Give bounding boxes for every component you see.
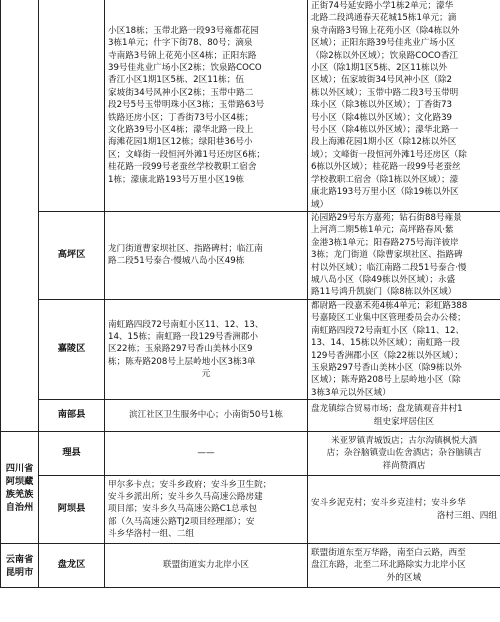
text-line: 洛村三组、四组 (436, 510, 497, 521)
district-cell: 高坪区 (39, 211, 105, 299)
text-line: 文化路39号小区4栋；濛华北路一段上 (108, 125, 254, 136)
text-line: 泉寺南路3号锦上花苑小区（除4栋以外 (311, 25, 460, 36)
text-line: 安斗乡派出所；安斗乡久马高速公路房建 (108, 492, 263, 503)
province-cell (1, 0, 39, 432)
text-line: 沁园路29号东方嘉苑；钻石街88号雍景 (311, 212, 462, 223)
text-line: 安斗乡泥克村；安斗乡克洼村；安斗乡华 (311, 498, 466, 509)
text-line: 栋；陈寿路208号上层岭地小区3栋3单 (108, 356, 256, 367)
province-cell (1, 432, 39, 544)
text-line: 13、14、15栋以外区域）；南虹路一段 (311, 338, 460, 349)
table-row (1, 0, 500, 211)
text-line: 1栋；濛康北路193号万里小区19栋 (108, 174, 244, 185)
text-line: 南虹路四段72号南虹小区（除11、12、 (311, 325, 465, 336)
text-line: 段2号5号玉带明珠小区3栋；玉带路63号 (108, 100, 265, 111)
text-line: 自治州 (5, 501, 34, 513)
text-line: 组史家坪居住区 (373, 416, 435, 427)
text-line: 域） (311, 199, 329, 210)
text-line: 南虹路四段72号南虹小区11、12、13、 (108, 319, 264, 330)
text-line: 联盟街道东至万华路，南至白云路，西至 (311, 548, 466, 559)
text-line: 祥尚赞酒店 (382, 460, 426, 471)
text-line: 四川省 (5, 462, 34, 474)
text-line: 昆明市 (5, 566, 34, 578)
text-line: 珠小区（除3栋以外区域）；丁香街73 (311, 100, 453, 111)
text-line: 元 (201, 369, 211, 380)
text-line: 学校教职工宿舍（除1栋以外区域）；濛 (311, 174, 459, 185)
text-line: 铁路还房小区；丁香街73号小区4栋； (108, 112, 254, 123)
province-cell (1, 544, 39, 588)
high-risk-cell (105, 299, 308, 399)
high-risk-cell (105, 432, 308, 476)
text-line: 外的区域 (386, 572, 422, 583)
text-line: 区域）；正阳东路39号佳兆业广场小区 (311, 38, 456, 49)
text-line: 3栋1单元；什字下街78、80号；滴泉 (108, 38, 253, 49)
text-line: 129号香洲郡小区（除22栋以外区域）； (311, 350, 463, 361)
text-line: 海滩花园1期1区12栋；绿阳巷36号小 (108, 137, 253, 148)
text-line: 金港3栋1单元；阳春路275号海洋彼岸 (311, 237, 459, 248)
text-line: 龙门街道曹家坝社区、指路碑村；临江南 (108, 244, 263, 254)
text-line: 区域）；陈寿路208号上层岭地小区（除 (311, 375, 461, 386)
high-risk-cell (105, 0, 308, 211)
district-cell: 嘉陵区 (39, 299, 105, 399)
text-line: 寺南路3号锦上花苑小区4栋；正阳东路 (108, 50, 257, 61)
text-line: 区；文峰街一段恒河外滩1号还房区6栋； (108, 149, 266, 160)
district-cell: 南部县 (39, 400, 105, 432)
district-cell: 理县 (39, 432, 105, 476)
table-row (1, 544, 500, 588)
text-line: 路11号鸿升凯旋门（除8栋以外区域） (311, 287, 457, 298)
text-line: 正街74号延安路小学1栋2单元；濛华 (311, 1, 454, 11)
text-line: 米亚罗镇青城饭店；古尔沟镇枫悦大酒 (330, 436, 478, 447)
text-line: 3栋3单元以外区域） (311, 387, 391, 398)
medium-risk-cell (308, 544, 500, 588)
text-line: 玉泉路297号香山美林小区（除9栋以外 (311, 362, 462, 373)
text-line: 39号佳兆业广场小区2栋；饮泉路COCO (108, 63, 262, 74)
text-line: 14、15栋；南虹路一段129号香洲郡小 (108, 331, 258, 342)
text-line: 桂花路一段99号老蚕丝学校教职工宿舍 (108, 162, 257, 173)
high-risk-cell (105, 544, 308, 588)
medium-risk-cell (308, 211, 500, 299)
text-line: 号小区（除4栋以外区域）；濛华北路一 (311, 125, 459, 136)
high-risk-cell (105, 211, 308, 299)
table-row (1, 476, 500, 544)
text-line: 区域）；伍家坡街34号风神小区（除2 (311, 75, 453, 86)
district-cell: 盘龙区 (39, 544, 105, 588)
text-line: 域）；文峰街一段恒河外滩1号还房区（除 (311, 149, 467, 160)
text-line: 城八岛小区（除49栋以外区域）；永盛 (311, 275, 456, 286)
medium-risk-cell (308, 400, 500, 432)
table-row (1, 211, 500, 299)
text-line: 小区（除1期1区5栋、2区11栋以外 (311, 63, 447, 74)
medium-risk-cell (308, 299, 500, 399)
text-line: 号嘉陵区工业集中区管理委员会办公楼； (311, 313, 466, 324)
text-line: 部（久马高速公路TJ2项目经理部）；安 (108, 516, 255, 527)
district-cell (39, 0, 105, 211)
text-line: 滨江社区卫生服务中心；小南街50号1栋 (129, 410, 283, 421)
text-line: 家坡街34号风神小区2栋；玉带中路二 (108, 87, 254, 98)
text-line: 族羌族 (5, 488, 34, 500)
text-line: 阿坝藏 (5, 475, 34, 487)
text-line: 路二段51号泰合·慢城八岛小区49栋 (108, 256, 245, 267)
text-line: 北路二段鸿通春天花城15栋1单元；滴 (311, 13, 457, 24)
text-line: 店；杂谷脑镇壹山佐舍酒店；杂谷脑镇吉 (326, 448, 482, 459)
text-line: （除2栋以外区域）；饮泉路COCO香江 (311, 50, 459, 61)
text-line: 段上海滩花园1期小区（除12栋以外区 (311, 137, 457, 148)
text-line: 香江小区1期1区5栋、2区11栋；伍 (108, 75, 244, 86)
text-line: —— (197, 448, 215, 459)
high-risk-cell (105, 476, 308, 544)
text-line: 栋以外区域）；玉带中路二段3号玉带明 (311, 87, 459, 98)
text-line: 号小区（除4栋以外区域）；文化路39 (311, 112, 453, 123)
text-line: 斗乡华洛村一组、二组 (108, 529, 194, 540)
text-line: 盘江东路，北至二环北路除实力北岸小区 (311, 560, 466, 571)
text-line: 村以外区域）；临江南路二段51号泰合·慢 (311, 262, 467, 273)
text-line: 上河湾二期5栋1单元；高坪路春风·紫 (311, 225, 454, 236)
district-cell: 阿坝县 (39, 476, 105, 544)
text-line: 都尉路一段嘉禾苑4栋4单元；彩虹路388 (311, 300, 468, 311)
text-line: 甲尔多卡点；安斗乡政府；安斗乡卫生院； (108, 479, 272, 490)
text-line: 项目部；安斗乡久马高速公路C1总承包 (108, 504, 257, 515)
table-row (1, 299, 500, 399)
text-line: 康北路193号万里小区（除19栋以外区 (311, 187, 459, 198)
text-line: 云南省 (5, 553, 34, 565)
text-line: 联盟街道实力北岸小区 (163, 560, 249, 571)
text-line: 3栋；龙门街道（除曹家坝社区、指路碑 (311, 250, 463, 261)
medium-risk-cell (308, 476, 500, 544)
text-line: 小区18栋；玉带北路一段93号雍都花园 (108, 25, 259, 36)
medium-risk-cell (308, 432, 500, 476)
table-row (1, 400, 500, 432)
text-line: 盘龙镇综合贸易市场；盘龙镇观音井村1 (311, 404, 463, 415)
high-risk-cell (105, 400, 308, 432)
medium-risk-cell (308, 0, 500, 211)
text-line: 6栋以外区域）；桂花路一段99号老蚕丝 (311, 162, 461, 173)
text-line: 区22栋；玉泉路297号香山美林小区9 (108, 344, 253, 355)
table-row (1, 432, 500, 476)
